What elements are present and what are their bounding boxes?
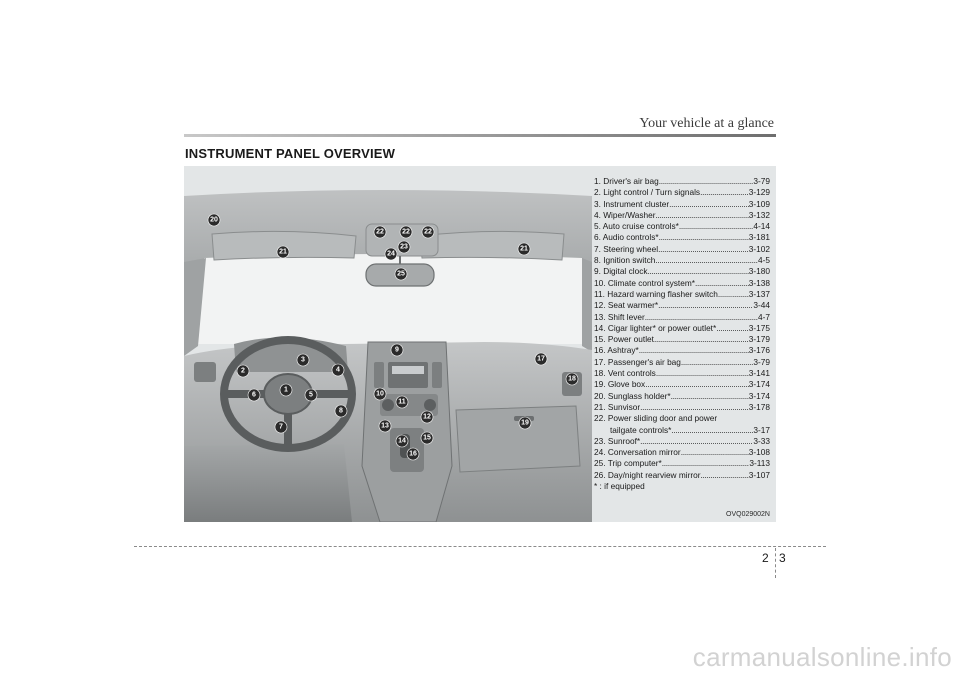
svg-text:15: 15: [423, 434, 431, 442]
callout-19: [519, 417, 531, 429]
legend-item: tailgate controls* ..... 3-17: [594, 425, 770, 436]
legend-item: 7. Steering wheel ..... 3-102: [594, 244, 770, 255]
svg-text:6: 6: [252, 391, 256, 399]
legend-item: 25. Trip computer* ..... 3-113: [594, 458, 770, 469]
svg-text:16: 16: [409, 450, 417, 458]
svg-text:4: 4: [336, 366, 340, 374]
svg-text:11: 11: [398, 398, 406, 406]
legend-item: 26. Day/night rearview mirror ..... 3-107: [594, 470, 770, 481]
svg-text:5: 5: [309, 391, 313, 399]
callout-23: [398, 241, 410, 253]
side-vent-left: [194, 362, 216, 382]
svg-text:21: 21: [520, 245, 528, 253]
glove-box: [456, 406, 580, 472]
callout-18: [566, 373, 578, 385]
callout-1: [280, 384, 292, 396]
watermark: carmanualsonline.info: [692, 642, 952, 672]
legend-item: 18. Vent controls ..... 3-141: [594, 368, 770, 379]
callout-8: [335, 405, 347, 417]
callout-21-left: [277, 246, 289, 258]
legend-item: 15. Power outlet ..... 3-179: [594, 334, 770, 345]
svg-text:8: 8: [339, 407, 343, 415]
page-number: 3: [779, 551, 786, 565]
svg-text:12: 12: [423, 413, 431, 421]
svg-text:14: 14: [398, 437, 406, 445]
callout-9: [391, 344, 403, 356]
svg-text:24: 24: [387, 250, 395, 258]
legend-note: * : if equipped: [594, 481, 645, 492]
svg-text:20: 20: [210, 216, 218, 224]
legend-item: 11. Hazard warning flasher switch ..... 3-137: [594, 289, 770, 300]
page-chapter: 2: [762, 551, 769, 565]
callout-7: [275, 421, 287, 433]
svg-text:10: 10: [376, 390, 384, 398]
legend-item: 8. Ignition switch ..... 4-5: [594, 255, 770, 266]
center-vent-left: [374, 362, 384, 388]
legend-item: 12. Seat warmer* ..... 3-44: [594, 300, 770, 311]
svg-text:22: 22: [402, 228, 410, 236]
footer-rule: [134, 546, 826, 547]
sunvisor-right: [420, 228, 564, 260]
image-code: OVQ029002N: [726, 511, 770, 518]
legend-item: 23. Sunroof* ..... 3-33: [594, 436, 770, 447]
callout-5: [305, 389, 317, 401]
legend-item: 14. Cigar lighter* or power outlet* ..... 3-175: [594, 323, 770, 334]
legend-list: [594, 176, 770, 492]
callout-22-b: [400, 226, 412, 238]
callout-24: [385, 248, 397, 260]
center-vent-right: [432, 362, 442, 388]
svg-text:25: 25: [397, 270, 405, 278]
legend-item: 20. Sunglass holder* ..... 3-174: [594, 391, 770, 402]
svg-text:21: 21: [279, 248, 287, 256]
callout-15: [421, 432, 433, 444]
legend-item: 13. Shift lever ..... 4-7: [594, 312, 770, 323]
callout-4: [332, 364, 344, 376]
section-title: INSTRUMENT PANEL OVERVIEW: [185, 146, 396, 161]
svg-text:19: 19: [521, 419, 529, 427]
callout-21-right: [518, 243, 530, 255]
page-divider: [775, 548, 776, 578]
callout-6: [248, 389, 260, 401]
legend-item: 19. Glove box ..... 3-174: [594, 379, 770, 390]
legend-item: 2. Light control / Turn signals ..... 3-129: [594, 187, 770, 198]
svg-text:13: 13: [381, 422, 389, 430]
legend-item: 22. Power sliding door and power: [594, 413, 718, 424]
header-title: Your vehicle at a glance: [639, 116, 774, 131]
callout-17: [535, 353, 547, 365]
header-rule: [184, 134, 776, 137]
legend-item: 6. Audio controls* ..... 3-181: [594, 232, 770, 243]
callout-13: [379, 420, 391, 432]
callout-11: [396, 396, 408, 408]
audio-unit: [388, 362, 428, 388]
callout-22-a: [374, 226, 386, 238]
svg-text:22: 22: [424, 228, 432, 236]
callout-22-c: [422, 226, 434, 238]
svg-text:1: 1: [284, 386, 288, 394]
figure-panel: [184, 166, 776, 522]
svg-text:17: 17: [537, 355, 545, 363]
callout-2: [237, 365, 249, 377]
dashboard-illustration: [184, 166, 592, 522]
svg-text:9: 9: [395, 346, 399, 354]
legend-item: 1. Driver's air bag ..... 3-79: [594, 176, 770, 187]
svg-text:3: 3: [301, 356, 305, 364]
legend-item: 16. Ashtray* ..... 3-176: [594, 345, 770, 356]
callout-3: [297, 354, 309, 366]
svg-text:23: 23: [400, 243, 408, 251]
callout-20: [208, 214, 220, 226]
legend-item: 10. Climate control system* ..... 3-138: [594, 278, 770, 289]
legend-item: 9. Digital clock ..... 3-180: [594, 266, 770, 277]
legend-item: 21. Sunvisor ..... 3-178: [594, 402, 770, 413]
callout-16: [407, 448, 419, 460]
legend-item: 17. Passenger's air bag ..... 3-79: [594, 357, 770, 368]
legend-item: 24. Conversation mirror ..... 3-108: [594, 447, 770, 458]
legend-item: 4. Wiper/Washer ..... 3-132: [594, 210, 770, 221]
svg-text:7: 7: [279, 423, 283, 431]
callout-12: [421, 411, 433, 423]
a-pillar-right: [582, 258, 592, 352]
callout-10: [374, 388, 386, 400]
legend-item: 5. Auto cruise controls* ..... 4-14: [594, 221, 770, 232]
callout-25: [395, 268, 407, 280]
legend-item: 3. Instrument cluster ..... 3-109: [594, 199, 770, 210]
callout-14: [396, 435, 408, 447]
svg-text:18: 18: [568, 375, 576, 383]
svg-text:2: 2: [241, 367, 245, 375]
svg-text:22: 22: [376, 228, 384, 236]
lower-panel-left: [184, 444, 352, 522]
